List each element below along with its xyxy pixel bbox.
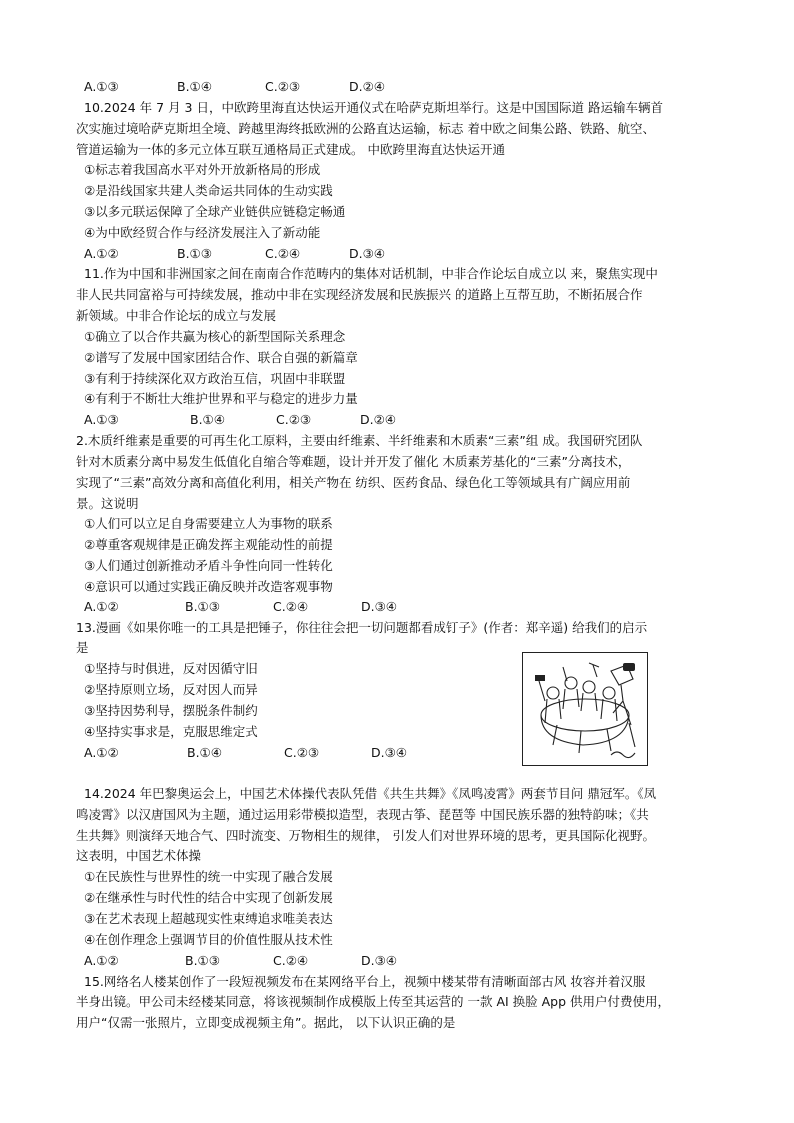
q13-option-d: D.③④: [371, 745, 408, 760]
q13-option-b: B.①④: [187, 745, 222, 760]
q11-options: [84, 410, 396, 430]
q13-item-3: ③坚持因势利导，摆脱条件制约: [84, 703, 258, 718]
q15-text-line-1: 15.网络名人楼某创作了一段短视频发布在某网络平台上，视频中楼某带有清晰面部古风 妆容并着汉服: [84, 974, 646, 989]
q14-text-line-2: 鸣凌霄》以汉唐国风为主题，通过运用彩带模拟造型，表现古筝、琵琶等 中国民族乐器的独特韵味；《共: [76, 807, 649, 822]
q10-text-line-2: 次实施过境哈萨克斯坦全境、跨越里海终抵欧洲的公路直达运输，标志 着中欧之间集公路、铁路、航空、: [76, 121, 655, 136]
q10-option-d: D.③④: [349, 246, 386, 261]
q14-text-line-4: 这表明，中国艺术体操: [76, 848, 202, 863]
q13-text-line-1: 13.漫画《如果你唯一的工具是把锤子，你往往会把一切问题都看成钉子》(作者：郑辛遥) 给我们的启示: [76, 620, 648, 635]
cartoon-drawing: [523, 653, 647, 765]
q11-text-line-2: 非人民共同富裕与可持续发展，推动中非在实现经济发展和民族振兴 的道路上互帮互助，不断拓展合作: [76, 287, 643, 302]
q12-option-d: D.③④: [361, 599, 398, 614]
q10-item-4: ④为中欧经贸合作与经济发展注入了新动能: [84, 225, 321, 240]
q13-option-a: A.①②: [84, 745, 119, 760]
q9-option-c: C.②③: [265, 79, 301, 94]
q14-options: [84, 951, 397, 971]
q10-text-line-3: 管道运输为一体的多元立体互联互通格局正式建成。 中欧跨里海直达快运开通: [76, 142, 505, 157]
q10-options: [84, 244, 385, 264]
q14-item-4: ④在创作理念上强调节目的价值性服从技术性: [84, 932, 333, 947]
q12-option-b: B.①③: [185, 599, 220, 614]
q12-item-4: ④意识可以通过实践正确反映并改造客观事物: [84, 579, 333, 594]
q14-text-line-3: 生共舞》则演绎天地合气、四时流变、万物相生的规律， 引发人们对世界环境的思考，更具国际化视野。: [76, 828, 655, 843]
q13-text-line-2: 是: [76, 640, 89, 655]
q11-text-line-1: 11.作为中国和非洲国家之间在南南合作范畴内的集体对话机制，中非合作论坛自成立以 来，聚焦实现中: [84, 266, 658, 281]
q12-text-line-4: 景。这说明: [76, 496, 139, 511]
q13-option-c: C.②③: [284, 745, 320, 760]
q12-option-c: C.②④: [273, 599, 309, 614]
q15-text-line-2: 半身出镜。甲公司未经楼某同意，将该视频制作成模版上传至其运营的 一款 AI 换脸 App 供用户付费使用，: [76, 994, 671, 1009]
q12-text-line-2: 针对木质素分离中易发生低值化自缩合等难题，设计并开发了催化 木质素芳基化的“三素”分离技术，: [76, 454, 631, 469]
q11-item-1: ①确立了以合作共赢为核心的新型国际关系理念: [84, 329, 346, 344]
q12-option-a: A.①②: [84, 599, 119, 614]
q11-item-3: ③有利于持续深化双方政治互信，巩固中非联盟: [84, 371, 346, 386]
q10-option-a: A.①②: [84, 246, 119, 261]
q9-option-b: B.①④: [177, 79, 212, 94]
q12-options: [84, 597, 397, 617]
q15-text-line-3: 用户“仅需一张照片，立即变成视频主角”。据此， 以下认识正确的是: [76, 1015, 456, 1030]
q9-options: [84, 77, 385, 97]
q14-item-3: ③在艺术表现上超越现实性束缚追求唯美表达: [84, 911, 333, 926]
q10-text-line-1: 10.2024 年 7 月 3 日，中欧跨里海直达快运开通仪式在哈萨克斯坦举行。这是中国国际道 路运输车辆首: [84, 100, 663, 115]
q13-options: [84, 743, 407, 763]
q9-option-d: D.②④: [349, 79, 386, 94]
q11-item-4: ④有利于不断壮大维护世界和平与稳定的进步力量: [84, 391, 358, 406]
q14-item-2: ②在继承性与时代性的结合中实现了创新发展: [84, 890, 333, 905]
q12-item-1: ①人们可以立足自身需要建立人为事物的联系: [84, 516, 333, 531]
q12-text-line-3: 实现了“三素”高效分离和高值化利用，相关产物在 纺织、医药食品、绿色化工等领域具有广阔应用前: [76, 475, 631, 490]
q11-option-a: A.①③: [84, 412, 119, 427]
q12-text-line-1: 2.木质纤维素是重要的可再生化工原料，主要由纤维素、半纤维素和木质素“三素”组 成。我国研究团队: [76, 433, 643, 448]
q13-item-2: ②坚持原则立场，反对因人而异: [84, 682, 258, 697]
q10-item-3: ③以多元联运保障了全球产业链供应链稳定畅通: [84, 204, 346, 219]
q11-item-2: ②谱写了发展中国家团结合作、联合自强的新篇章: [84, 350, 358, 365]
q13-item-1: ①坚持与时俱进，反对因循守旧: [84, 661, 258, 676]
q11-option-b: B.①④: [190, 412, 225, 427]
q14-option-d: D.③④: [361, 953, 398, 968]
q10-option-b: B.①③: [177, 246, 212, 261]
q14-option-c: C.②④: [273, 953, 309, 968]
q11-option-c: C.②③: [276, 412, 312, 427]
q10-option-c: C.②④: [265, 246, 301, 261]
q14-option-a: A.①②: [84, 953, 119, 968]
q10-item-1: ①标志着我国高水平对外开放新格局的形成: [84, 162, 321, 177]
cartoon-image: [522, 652, 648, 766]
q14-item-1: ①在民族性与世界性的统一中实现了融合发展: [84, 869, 333, 884]
q14-option-b: B.①③: [185, 953, 220, 968]
q11-option-d: D.②④: [360, 412, 397, 427]
q14-text-line-1: 14.2024 年巴黎奥运会上，中国艺术体操代表队凭借《共生共舞》《凤鸣凌霄》两套节目问 鼎冠军。《凤: [84, 786, 657, 801]
q13-item-4: ④坚持实事求是，克服思维定式: [84, 724, 258, 739]
q12-item-2: ②尊重客观规律是正确发挥主观能动性的前提: [84, 537, 333, 552]
q12-item-3: ③人们通过创新推动矛盾斗争性向同一性转化: [84, 558, 333, 573]
q11-text-line-3: 新领域。中非合作论坛的成立与发展: [76, 308, 277, 323]
q10-item-2: ②是沿线国家共建人类命运共同体的生动实践: [84, 183, 333, 198]
q9-option-a: A.①③: [84, 79, 119, 94]
